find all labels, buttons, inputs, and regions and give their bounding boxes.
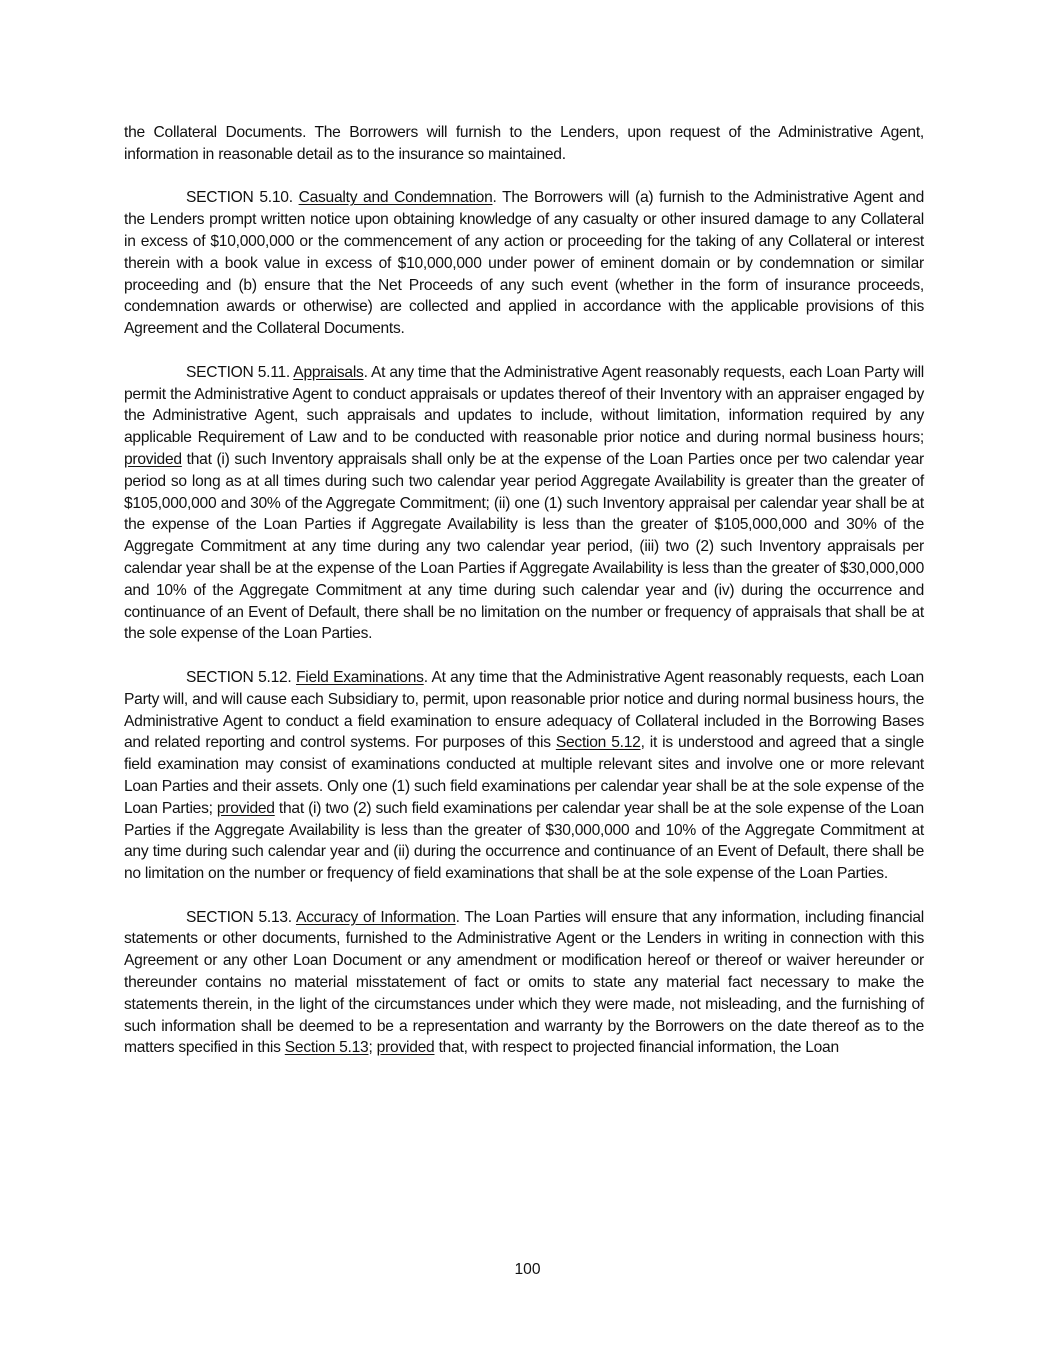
document-page [124, 122, 924, 1081]
section-5-12-body-3: that (i) two (2) such field examinations per calendar year shall be at the sole expense of the Loan Parties if the Aggregate Availability is less than the greater of $30,000,000 and 10% of the Aggregate Commitment at any time during such calendar year and (ii) during the occurrence and continuance of an Event of Default, there shall be no limitation on the number or frequency of field examinations that shall be at the sole expense of the Loan Parties. [124, 799, 924, 883]
section-5-11-body-2: that (i) such Inventory appraisals shall only be at the expense of the Loan Parties once per two calendar year period so long as at all times during such two calendar year period Aggregate Availability is greater than the greater of $105,000,000 and 30% of the Aggregate Commitment; (ii) one (1) such Inventory appraisal per calendar year shall be at the expense of the Loan Parties if Aggregate Availability is less than the greater of $105,000,000 and 30% of the Aggregate Commitment at any time during any two calendar year period, (iii) two (2) such Inventory appraisals per calendar year shall be at the expense of the Loan Parties if Aggregate Availability is less than the greater of $30,000,000 and 10% of the Aggregate Commitment at any time during such calendar year and (iv) during the occurrence and continuance of an Event of Default, there shall be no limitation on the number or frequency of appraisals that shall be at the sole expense of the Loan Parties. [124, 450, 924, 643]
section-5-13-body-3: that, with respect to projected financial information, the Loan [434, 1039, 839, 1057]
section-5-12-title: Field Examinations [296, 668, 424, 686]
section-5-13-provided: provided [376, 1039, 435, 1057]
section-5-13-body-2: ; [368, 1039, 377, 1057]
section-5-11-body-1: . At any time that the Administrative Agent reasonably requests, each Loan Party will permit the Administrative Agent to conduct appraisals or updates thereof of their Inventory with an appraiser engaged by the Administrative Agent, such appraisals and updates to include, without limitation, information required by any applicable Requirement of Law and to be conducted with reasonable prior notice and during normal business hours; [124, 363, 924, 447]
intro-text: the Collateral Documents. The Borrowers will furnish to the Lenders, upon request of the Administrative Agent, information in reasonable detail as to the insurance so maintained. [124, 124, 924, 163]
section-5-11-number: SECTION 5.11. [186, 363, 290, 381]
section-5-10-body: . The Borrowers will (a) furnish to the Administrative Agent and the Lenders prompt written notice upon obtaining knowledge of any casualty or other insured damage to any Collateral in excess of $10,000,000 or the commencement of any action or proceeding for the taking of any Collateral or interest therein with a book value in excess of $10,000,000 under power of eminent domain or by condemnation or similar proceeding and (b) ensure that the Net Proceeds of any such event (whether in the form of insurance proceeds, condemnation awards or otherwise) are collected and applied in accordance with the applicable provisions of this Agreement and the Collateral Documents. [124, 189, 924, 338]
section-5-13-paragraph [124, 907, 924, 1060]
section-5-13-number: SECTION 5.13. [186, 908, 292, 926]
section-5-12-provided: provided [216, 799, 275, 817]
section-5-13-title: Accuracy of Information [295, 908, 456, 926]
section-5-11-paragraph [124, 362, 924, 645]
section-5-12-cross-reference: Section 5.12 [555, 734, 641, 752]
intro-paragraph [124, 122, 924, 166]
section-5-12-number: SECTION 5.12. [186, 668, 292, 686]
section-5-13-cross-reference: Section 5.13 [284, 1039, 369, 1057]
section-5-12-body-1: . At any time that the Administrative Agent reasonably requests, each Loan Party will, and will cause each Subsidiary to, permit, upon reasonable prior notice and during normal business hours, the Administrative Agent to conduct a field examination to ensure adequacy of Collateral included in the Borrowing Bases and related reporting and control systems. For purposes of this [124, 668, 924, 752]
section-5-10-paragraph [124, 187, 924, 340]
section-5-11-provided: provided [124, 450, 182, 468]
section-5-11-title: Appraisals [293, 363, 364, 381]
section-5-13-body-1: . The Loan Parties will ensure that any information, including financial statements or other documents, furnished to the Administrative Agent or the Lenders in writing in connection with this Agreement or any other Loan Document or any amendment or modification hereof or thereof or waiver hereunder or thereunder contains no material misstatement of fact or omits to state any material fact necessary to make the statements therein, in the light of the circumstances under which they were made, not misleading, and the furnishing of such information shall be deemed to be a representation and warranty by the Borrowers on the date thereof as to the matters specified in this [124, 908, 924, 1057]
section-5-12-paragraph [124, 667, 924, 885]
section-5-10-number: SECTION 5.10. [186, 189, 293, 207]
page-number: 100 [514, 1261, 541, 1278]
section-5-10-title: Casualty and Condemnation [298, 189, 493, 207]
section-5-12-body-2: , it is understood and agreed that a single field examination may consist of examinations conducted at multiple relevant sites and involve one or more relevant Loan Parties and their assets. Only one (1) such field examinations per calendar year shall be at the sole expense of the Loan Parties; [124, 734, 924, 817]
